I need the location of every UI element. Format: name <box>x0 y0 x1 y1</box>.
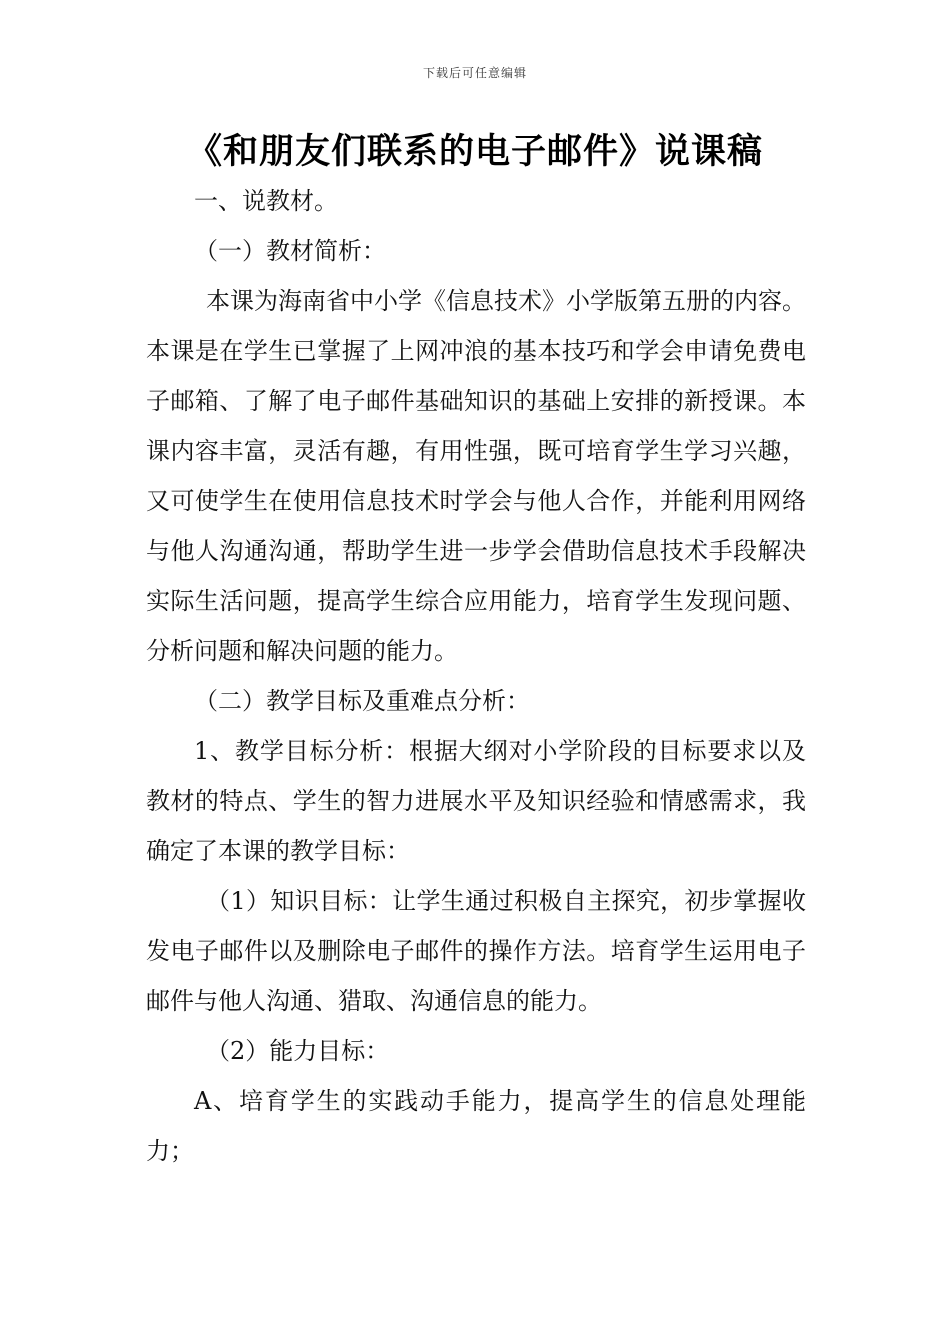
subsection-heading-objectives: （二）教学目标及重难点分析： <box>194 687 530 715</box>
paragraph-ability-objective-a: A、培育学生的实践动手能力，提高学生的信息处理能力； <box>146 1087 806 1165</box>
subsection-heading-analysis: （一）教材简析： <box>194 237 386 265</box>
paragraph-ability-objective-heading: （2）能力目标： <box>206 1037 390 1065</box>
paragraph-knowledge-objective: （1）知识目标：让学生通过积极自主探究，初步掌握收发电子邮件以及删除电子邮件的操作方法。培育学生运用电子邮件与他人沟通、猎取、沟通信息的能力。 <box>146 887 806 1015</box>
section-heading-textbook: 一、说教材。 <box>194 187 338 215</box>
paragraph-objectives-analysis: 1、教学目标分析：根据大纲对小学阶段的目标要求以及教材的特点、学生的智力进展水平及知识经验和情感需求，我确定了本课的教学目标： <box>146 737 806 865</box>
header-note: 下载后可任意编辑 <box>422 66 527 80</box>
paragraph-textbook-analysis: 本课为海南省中小学《信息技术》小学版第五册的内容。本课是在学生已掌握了上网冲浪的基本技巧和学会申请免费电子邮箱、了解了电子邮件基础知识的基础上安排的新授课。本课内容丰富，灵活有趣，有用性强，既可培育学生学习兴趣，又可使学生在使用信息技术时学会与他人合作，并能利用网络与他人沟通沟通，帮助学生进一步学会借助信息技术手段解决实际生活问题，提高学生综合应用能力，培育学生发现问题、分析问题和解决问题的能力。 <box>146 287 806 665</box>
document-title: 《和朋友们联系的电子邮件》说课稿 <box>186 132 763 172</box>
document-body <box>146 176 806 1176</box>
